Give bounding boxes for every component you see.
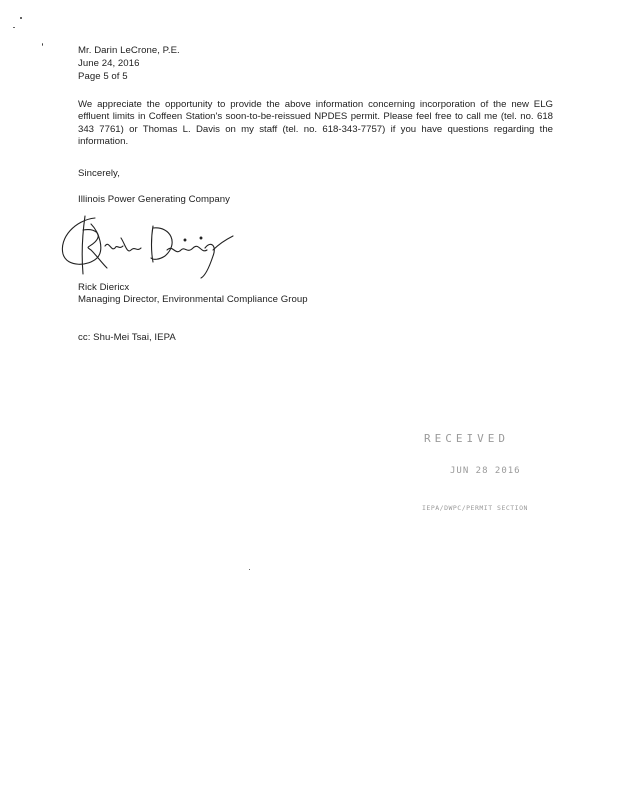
scan-speck <box>249 569 250 570</box>
received-stamp <box>420 430 550 530</box>
signer-title: Managing Director, Environmental Compliance Group <box>78 294 308 305</box>
signer-name: Rick Diericx <box>78 282 130 293</box>
scan-speck <box>13 27 15 28</box>
stamp-date: JUN 28 2016 <box>450 466 521 476</box>
stamp-section: IEPA/DWPC/PERMIT SECTION <box>422 504 528 512</box>
company-name: Illinois Power Generating Company <box>78 194 231 205</box>
recipient-line: Mr. Darin LeCrone, P.E. <box>78 45 180 56</box>
body-paragraph: We appreciate the opportunity to provide the above information concerning incorporation of the new ELG effluent limits in Coffeen Station's soon-to-be-reissued NPDES permit. Please feel free to call me (tel. no. 618 343 7761) or Thomas L. Davis on my staff (tel. no. 618-343-7757) if you have questions regarding the information. <box>78 99 553 148</box>
page-number: Page 5 of 5 <box>78 71 128 82</box>
date-line: June 24, 2016 <box>78 58 140 69</box>
scan-speck <box>20 17 22 19</box>
stamp-received: RECEIVED <box>424 432 509 445</box>
scan-speck <box>42 43 43 46</box>
closing: Sincerely, <box>78 168 120 179</box>
cc-line: cc: Shu-Mei Tsai, IEPA <box>78 332 176 343</box>
signature-image <box>55 210 245 280</box>
